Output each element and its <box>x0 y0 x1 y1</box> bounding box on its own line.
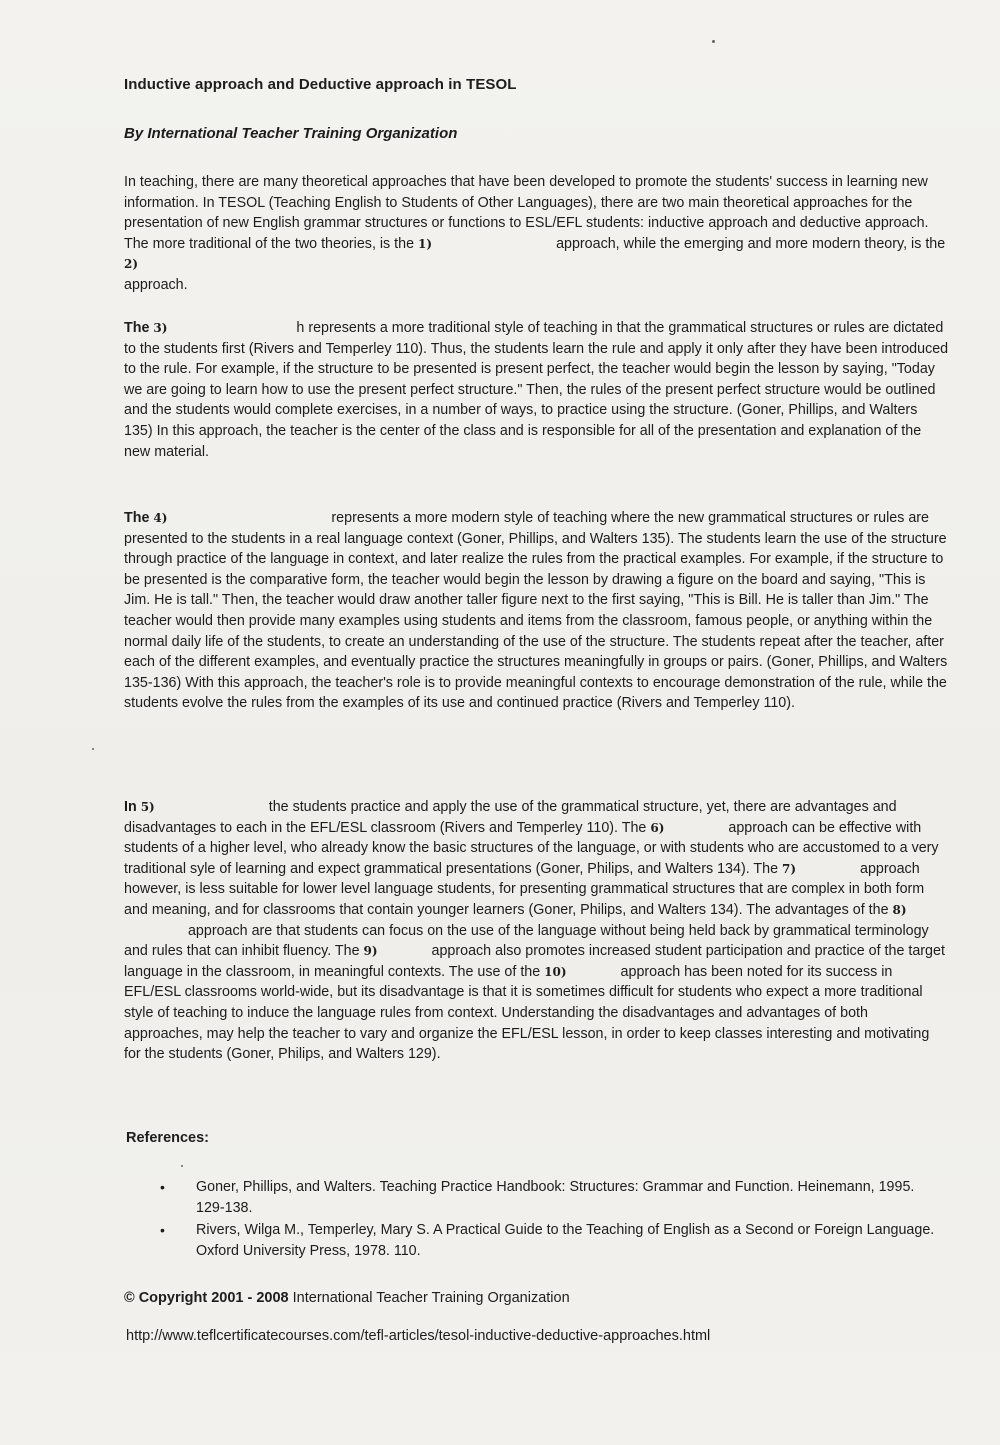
paragraph-text: approach has been noted for its success in EFL/ESL classrooms world-wide, but its disadvantage is that it is sometimes difficult for students who expect a more traditional style of teaching to induce the language rules from context. Understanding the disadvantages and advantages of both approaches, may help the teacher to vary and organize the EFL/ESL lesson, in order to keep classes interesting and motivating for the students (Goner, Philips, and Walters 129). <box>124 963 930 1063</box>
blank-number-3: 3) <box>153 321 168 335</box>
blank-number-9: 9) <box>363 944 378 959</box>
paragraph-lead: In <box>124 799 137 815</box>
blank-number-2: 2) <box>124 257 139 272</box>
paragraph-text: approach however, is less suitable for lower level language students, for presenting grammatical structures that are complex in both form and meaning, and for classrooms that contain younger learners (Goner, Philips, and Walters 134). The advantages of the <box>124 860 925 918</box>
paragraph-inductive <box>124 508 949 714</box>
paragraph-lead: The <box>124 510 150 526</box>
blank-number-4: 4) <box>153 511 168 525</box>
blank-number-10: 10) <box>544 964 567 979</box>
paragraph-text: approach also promotes increased student participation and practice of the target language in the classroom, in meaningful contexts. The use of the <box>124 943 945 980</box>
source-url: http://www.teflcertificatecourses.com/tefl-articles/tesol-inductive-deductive-approaches.html <box>126 1328 711 1344</box>
document-title: Inductive approach and Deductive approach in TESOL <box>124 76 517 93</box>
blank-number-5: 5) <box>140 800 155 814</box>
reference-text: Rivers, Wilga M., Temperley, Mary S. A Practical Guide to the Teaching of English as a Second or Foreign Language. Oxford University Press, 1978. 110. <box>196 1222 935 1259</box>
paragraph-comparison <box>124 797 949 1065</box>
paragraph-text: the students practice and apply the use of the grammatical structure, yet, there are advantages and disadvantages to each in the EFL/ESL classroom (Rivers and Temperley 110). The <box>124 799 897 836</box>
paragraph-deductive <box>124 318 949 462</box>
paragraph-text: approach, while the emerging and more modern theory, is the <box>556 235 946 252</box>
copyright-line <box>124 1290 570 1306</box>
references-list <box>160 1177 940 1263</box>
reference-text: Goner, Phillips, and Walters. Teaching Practice Handbook: Structures: Grammar and Function. Heinemann, 1995. 129-138. <box>196 1179 915 1216</box>
paragraph-text: In teaching, there are many theoretical approaches that have been developed to promote the students' success in learning new information. In TESOL (Teaching English to Students of Other Languages), there are two main theoretical approaches for the presentation of new English grammar structures or functions to ESL/EFL students: inductive approach and deductive approach. The more traditional of the two theories, is the <box>124 174 929 252</box>
blank-number-7: 7) <box>782 861 797 876</box>
blank-number-6: 6) <box>650 820 665 835</box>
paragraph-text: h represents a more traditional style of teaching in that the grammatical structures or rules are dictated to the students first (Rivers and Temperley 110). Thus, the students learn the rule and apply it only after they have been introduced to the rule. For example, if the structure to be presented is present perfect, the teacher would begin the lesson by saying, "Today we are going to learn how to use the present perfect structure." Then, the rules of the present perfect structure would be outlined and the students would complete exercises, in a number of ways, to practice using the structure. (Goner, Phillips, and Walters 135) In this approach, the teacher is the center of the class and is responsible for all of the presentation and explanation of the new material. <box>124 320 949 460</box>
references-heading: References: <box>126 1130 210 1146</box>
bullet-icon: • <box>160 1179 165 1195</box>
paragraph-intro <box>124 172 949 296</box>
copyright-bold: © Copyright 2001 - 2008 <box>124 1290 289 1306</box>
bullet-icon: • <box>160 1222 165 1239</box>
blank-number-8: 8) <box>892 902 907 917</box>
scan-speck <box>712 40 715 43</box>
scan-speck <box>181 1165 183 1167</box>
copyright-org: International Teacher Training Organization <box>288 1290 570 1306</box>
document-byline: By International Teacher Training Organization <box>124 125 458 142</box>
paragraph-text: approach. <box>124 276 188 293</box>
paragraph-text: represents a more modern style of teaching where the new grammatical structures or rules are presented to the students in a real language context (Goner, Phillips, and Walters 135). The students learn the use of the structure through practice of the language in context, and later realize the rules from the practical examples. For example, if the structure to be presented is the comparative form, the teacher would begin the lesson by drawing a figure on the board and saying, "This is Jim. He is tall." Then, the teacher would draw another taller figure next to the first saying, "This is Bill. He is taller than Jim." The teacher would then provide many examples using students and items from the classroom, famous people, or anything within the normal daily life of the students, to create an understanding of the use of the structure. The students repeat after the teacher, after each of the different examples, and eventually practice the structures meaningfully in groups or pairs. (Goner, Phillips, and Walters 135-136) With this approach, the teacher's role is to provide meaningful contexts to encourage demonstration of the rule, while the students evolve the rules from the examples of its use and continued practice (Rivers and Temperley 110). <box>124 510 948 712</box>
reference-item <box>160 1177 940 1218</box>
paragraph-text: approach are that students can focus on the use of the language without being held back by grammatical terminology and rules that can inhibit fluency. The <box>124 922 929 960</box>
scan-speck <box>92 748 94 750</box>
blank-number-1: 1) <box>418 236 433 251</box>
paragraph-lead: The <box>124 320 150 336</box>
reference-item <box>160 1220 940 1261</box>
paragraph-text: approach can be effective with students of a higher level, who already know the basic structures of the language, or with students who are accustomed to a very traditional syle of learning and expect grammatical presentations (Goner, Philips, and Walters 134). The <box>124 819 939 877</box>
